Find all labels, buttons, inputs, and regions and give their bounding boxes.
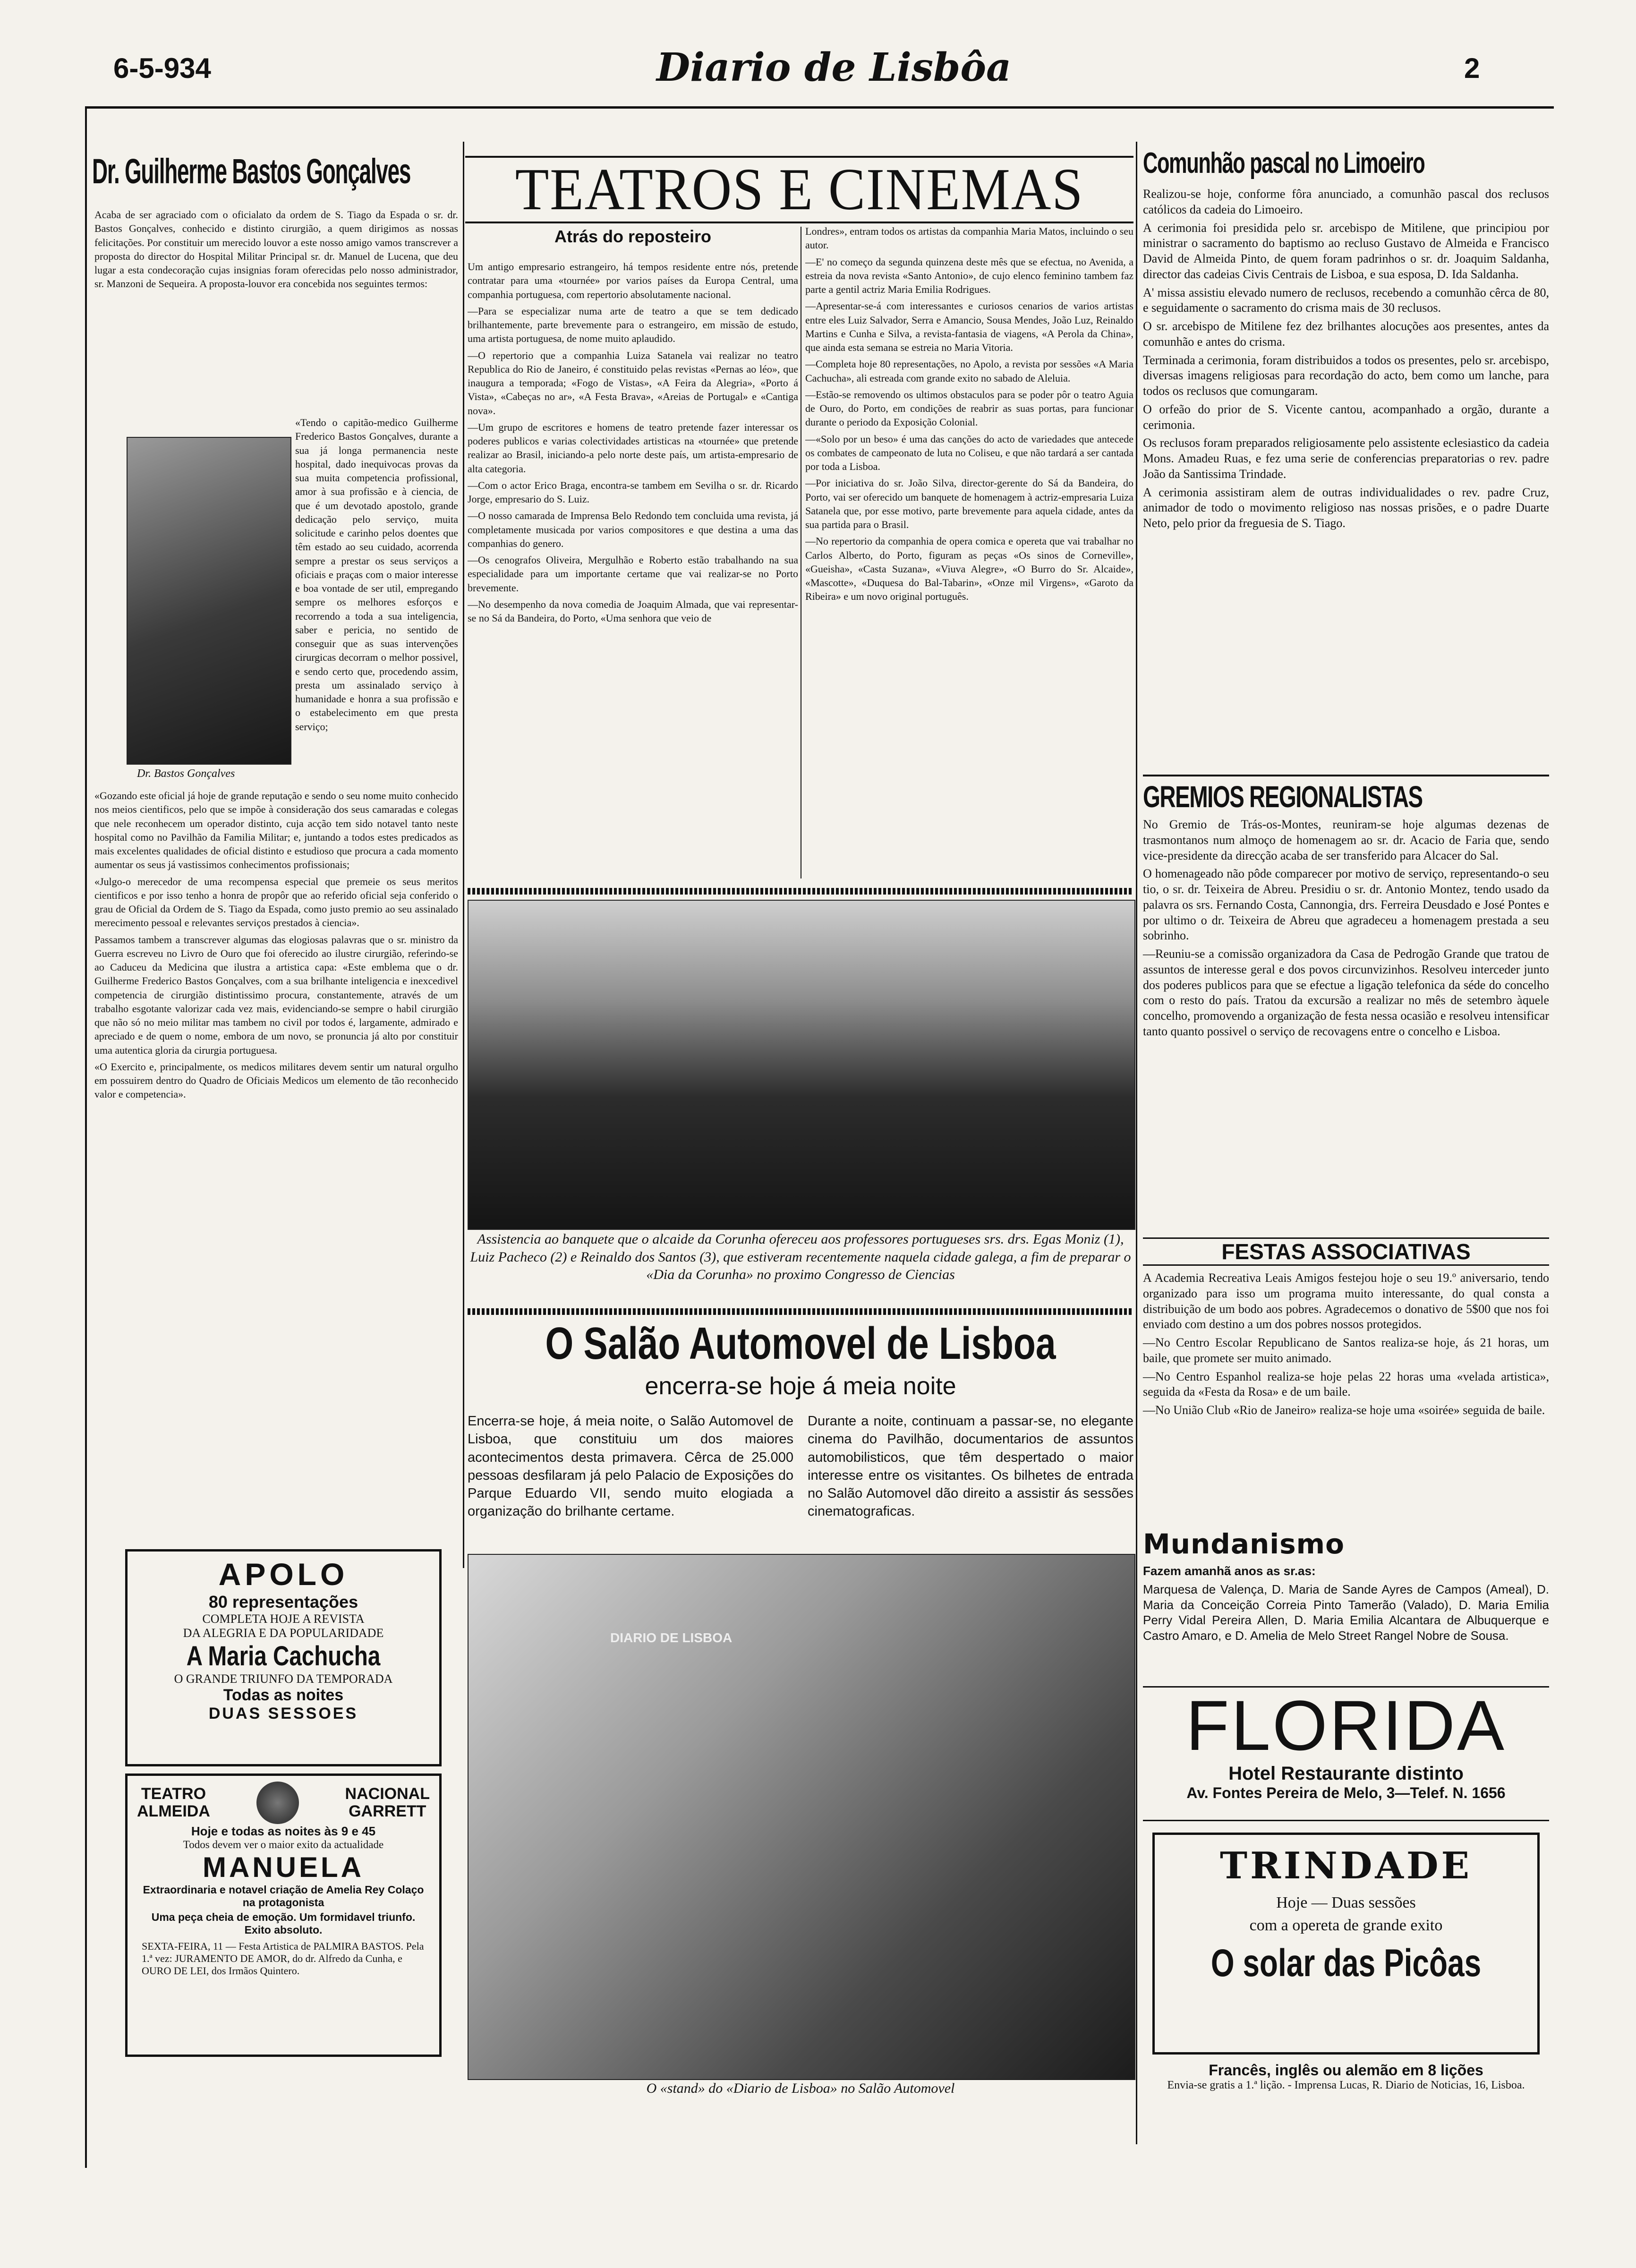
- comunhao-para-4: O sr. arcebispo de Mitilene fez dez brilhantes alocuções aos presentes, antes da comunhão e antes do crisma.: [1143, 319, 1549, 349]
- stand-caption: O «stand» do «Diario de Lisboa» no Salão Automovel: [646, 2080, 955, 2096]
- teatros-item-2: —Para se especializar numa arte de teatro a que se tem dedicado brilhantemente, parte brevemente para o estrangeiro, em missão de estudo, uma artista portuguesa, de nome muito aplaudido.: [468, 305, 798, 345]
- col-rule-2: [1136, 142, 1137, 2144]
- mundanismo-body: [1143, 1563, 1549, 1646]
- lucas-ad: [1143, 2062, 1549, 2092]
- salao-subhead: encerra-se hoje á meia noite: [645, 1373, 956, 1400]
- teatros-item-8: —No desempenho da nova comedia de Joaquim Almada, que vai representar-se no Sá da Bandeira, do Porto, «Uma senhora que veio de: [468, 598, 798, 624]
- florida-ad: [1143, 1686, 1549, 1821]
- salao-para2: Durante a noite, continuam a passar-se, no elegante cinema do Pavilhão, documentarios de assuntos automobilisticos, que têm despertado o maior interesse entre os visitantes. Os bilhetes de entrada no Salão Automovel dão direito a assistir ás sessões cinematograficas.: [808, 1414, 1133, 1519]
- festas-para-4: —No União Club «Rio de Janeiro» realiza-se hoje uma «soirée» seguida de baile.: [1143, 1403, 1545, 1417]
- trindade-line2: com a opereta de grande exito: [1249, 1917, 1443, 1934]
- teatros-item-1: Um antigo empresario estrangeiro, há tempos residente entre nós, pretende contratar para uma «tournée» por varios países da Europa Central, uma companhia portuguesa, com repertorio absolutamente nacional.: [468, 261, 798, 300]
- gremios-para-1: No Gremio de Trás-os-Montes, reuniram-se hoje algumas dezenas de trasmontanos num almoço de homenagem ao sr. dr. Acacio de Faria que, sendo vice-presidente da direcção acaba de ser transferido para Alcacer do Sal.: [1143, 818, 1549, 862]
- page-number: 2: [1464, 52, 1480, 84]
- almeida-line1: Hoje e todas as noites às 9 e 45: [191, 1824, 376, 1838]
- teatros-item-4: —Um grupo de escritores e homens de teatro pretende fazer interessar os poderes publicos e varias colectividades artisticas na «tournée» que pretende realizar ao Brasil, iniciando-a pelo norte deste país, um artista-empresario de alta categoria.: [468, 421, 798, 475]
- almeida-word-garrett: GARRETT: [349, 1802, 426, 1820]
- teatros-item-15: —Por iniciativa do sr. João Silva, director-gerente do Sá da Bandeira, do Porto, vai ser oferecido um banquete de homenagem à actriz-empresaria Luiza Satanela que, por esse motivo, parte brevemente para aquela cidade, antes da sua partida para o Brasil.: [805, 477, 1133, 530]
- teatros-item-7: —Os cenografos Oliveira, Mergulhão e Roberto estão trabalhando na sua especialidade para um importante certame que vai realizar-se no Porto brevemente.: [468, 554, 798, 594]
- guilherme-quote1: «Tendo o capitão-medico Guilherme Frederico Bastos Gonçalves, durante a sua já longa permanencia neste hospital, dado inequivocas provas da sua muita competencia profissional, amor à sua profissão e à ciencia, de que é um devotado apostolo, grande dedicação pelo serviço, muita solicitude e carinho pelos doentes que têm estado ao seu cuidado, acorrenda sempre a prestar os seus serviços a oficiais e praças com o maior interesse e boa vontade de ser util, empregando sempre os melhores esforços e recorrendo a toda a sua inteligencia, saber e pericia, no sentido de conseguir que as suas intervenções cirurgicas decorram o melhor possivel, e sendo certo que, procedendo assim, presta um assinalado serviço à humanidade e honra a sua profissão e o estabelecimento em que presta serviço;: [295, 417, 458, 733]
- apolo-reps: 80 representações: [208, 1592, 358, 1611]
- comunhao-title: Comunhão pascal no Limoeiro: [1143, 147, 1425, 179]
- apolo-ad: [125, 1549, 442, 1766]
- guilherme-body: [94, 789, 458, 1104]
- almeida-line4: Uma peça cheia de emoção. Um formidavel triunfo. Exito absoluto.: [151, 1911, 416, 1936]
- guilherme-para3: «O Exercito e, principalmente, os medicos militares devem sentir um natural orgulho em possuirem dentro do Quadro de Oficiais Medicos um elemento de tão reconhecido valor e competencia».: [94, 1060, 458, 1100]
- coat-of-arms-icon: [256, 1782, 299, 1824]
- florida-title: FLORIDA: [1185, 1686, 1507, 1765]
- comunhao-para-7: Os reclusos foram preparados religiosamente pelo assistente eclesiastico da cadeia Mons. Amadeu Ruas, e fez uma serie de conferencias preparatorias o rev. padre João da Santissima Trindade.: [1143, 436, 1549, 481]
- left-rule: [85, 109, 87, 2168]
- almeida-line3: Extraordinaria e notavel criação de Amelia Rey Colaço na protagonista: [143, 1884, 424, 1909]
- comunhao-para-5: Terminada a cerimonia, foram distribuidos a todos os presentes, pelo sr. arcebispo, diversas imagens religiosas para recordação do acto, bem como um lanche, para todos os reclusos que comungaram.: [1143, 353, 1549, 398]
- teatros-item-12: —Completa hoje 80 representações, no Apolo, a revista por sessões «A Maria Cachucha», ali estreada com grande exito no sabado de Aleluia.: [805, 358, 1133, 384]
- dotted-rule-1: [468, 888, 1133, 895]
- guilherme-quote3: «Julgo-o merecedor de uma recompensa especial que premeie os seus meritos cientificos e por isso tenho a honra de propôr que ao referido oficial seja conferido o grau de Oficial da Ordem de S. Tiago da Espada, como justo premio ao seu assinalado merecimento pessoal e relevantes serviços prestados à ciencia».: [94, 875, 458, 929]
- salao-headline: [468, 1318, 1133, 1370]
- masthead: Diario de Lisbôa: [656, 45, 1012, 90]
- festas-title: FESTAS ASSOCIATIVAS: [1221, 1239, 1471, 1264]
- almeida-line2: Todos devem ver o maior exito da actualidade: [183, 1839, 384, 1850]
- banquet-photo: [468, 900, 1135, 1230]
- almeida-word-almeida: ALMEIDA: [137, 1802, 210, 1820]
- header-rule: [85, 106, 1554, 109]
- teatros-item-10: —E' no começo da segunda quinzena deste mês que se efectua, no Avenida, a estreia da nova revista «Santo Antonio», de cujo elenco feminino tambem faz parte a gentil actriz Maria Emilia Rodrigues.: [805, 256, 1133, 295]
- dotted-rule-2: [468, 1308, 1133, 1315]
- trindade-show: O solar das Picôas: [1210, 1942, 1482, 1985]
- comunhao-para-3: A' missa assistiu elevado numero de reclusos, recebendo a comunhão cêrca de 80, e seguidamente o sacramento do crisma mais de 30 reclusos.: [1143, 285, 1549, 315]
- teatros-item-3: —O repertorio que a companhia Luiza Satanela vai realizar no teatro Republica do Rio de Janeiro, é constituido pelas revistas «Pernas ao léo», que inaugura a temporada; «Fogo de Vistas», «A Feira da Alegria», «Porto á Vista», «Cabeças no ar», «A Festa Brava», «Areias de Portugal» e «Cantiga nova».: [468, 349, 798, 417]
- guilherme-title: Dr. Guilherme Bastos Gonçalves: [92, 152, 411, 191]
- gremios-title: GREMIOS REGIONALISTAS: [1143, 780, 1423, 814]
- teatros-col2: [805, 224, 1133, 878]
- teatros-banner: [465, 156, 1133, 223]
- guilherme-quote1-wrap: [295, 416, 458, 784]
- col-rule-1: [463, 142, 464, 1568]
- comunhao-para-1: Realizou-se hoje, conforme fôra anunciado, a comunhão pascal dos reclusos católicos da cadeia do Limoeiro.: [1143, 187, 1549, 216]
- salao-para1: Encerra-se hoje, á meia noite, o Salão Automovel de Lisboa, que constituiu um dos maiores acontecimentos desta primavera. Cêrca de 25.000 pessoas desfilaram já pelo Palacio de Exposições do Parque Eduardo VII, sendo muito elogiada a organização do brilhante certame.: [468, 1414, 793, 1519]
- teatros-item-9: Londres», entram todos os artistas da companhia Maria Matos, incluindo o seu autor.: [805, 225, 1133, 251]
- apolo-line1: COMPLETA HOJE A REVISTA: [202, 1612, 365, 1626]
- bastos-photo: [127, 437, 291, 765]
- teatros-col1: [468, 260, 798, 878]
- stand-photo: [468, 1554, 1135, 2080]
- mundanismo-text: Marquesa de Valença, D. Maria de Sande Ayres de Campos (Ameal), D. Maria da Conceição Correia Pinto Tamerão (Valado), D. Maria Emilia Perry Vidal Pereira Allen, D. Maria Emilia Alcantara de Albuquerque e Castro Amaro, e D. Amelia de Melo Street Rangel Nobre de Sousa.: [1143, 1582, 1549, 1643]
- header-date: 6-5-934: [113, 52, 211, 84]
- guilherme-headline: [92, 151, 460, 191]
- teatros-item-14: —«Solo por un beso» é uma das canções do acto de variedades que antecede os combates de campeonato de luta no Coliseu, e que não tardará a ser cantada por toda a Lisboa.: [805, 433, 1133, 472]
- guilherme-para2: Passamos tambem a transcrever algumas das elogiosas palavras que o sr. ministro da Guerra escreveu no Livro de Ouro que foi oferecido ao ilustre cirurgião, referindo-se ao Caduceu da Medicina que ilustra a artistica capa: «Este emblema que o dr. Guilherme Frederico Bastos Gonçalves, com a sua brilhante inteligencia e inexcedivel competencia de cirurgião distintissimo procura, constantemente, através de um trabalho esgotante valorizar cada vez mais, evidenciando-se sempre o habil cirurgião que não só no meio militar mas tambem no civil por todos é, largamente, admirado e apreciado e de quem o nome, embora de um novo, se pronuncia já alto por constituir uma autentica gloria da cirurgia portuguesa.: [94, 933, 458, 1056]
- gremios-headline: [1143, 775, 1549, 814]
- lucas-text: Envia-se gratis a 1.ª lição. - Imprensa Lucas, R. Diario de Noticias, 16, Lisboa.: [1167, 2079, 1525, 2091]
- festas-para-2: —No Centro Escolar Republicano de Santos realiza-se hoje, ás 21 horas, um baile, que promete ser muito animado.: [1143, 1336, 1549, 1365]
- apolo-title: APOLO: [218, 1557, 349, 1592]
- teatros-banner-text: TEATROS E CINEMAS: [515, 157, 1084, 222]
- teatro-nacional-ad: [125, 1773, 442, 2057]
- almeida-show: MANUELA: [203, 1851, 364, 1883]
- teatros-item-5: —Com o actor Erico Braga, encontra-se tambem em Sevilha o sr. dr. Ricardo Jorge, empresario do S. Luiz.: [468, 479, 798, 505]
- apolo-line4: Todas as noites: [223, 1686, 344, 1704]
- mundanismo-title: Mundanismo: [1143, 1528, 1345, 1560]
- apolo-line5: DUAS SESSOES: [208, 1705, 358, 1722]
- comunhao-para-8: A cerimonia assistiram alem de outras individualidades o rev. padre Cruz, animador de todo o movimento religioso nas nossas prisões, e o padre Duarte Neto, pelo prior da freguesia de S. Tiago.: [1143, 485, 1549, 530]
- teatros-item-11: —Apresentar-se-á com interessantes e curiosos cenarios de varios artistas entre eles Luiz Salvador, Serra e Amancio, Sousa Mendes, João Luz, Reinaldo Martins e Cunha e Silva, a revista-fantasia de viagens, «A Perola da China», que ainda esta semana se estreia no Maria Vitoria.: [805, 300, 1133, 353]
- florida-address: Av. Fontes Pereira de Melo, 3—Telef. N. 1656: [1186, 1784, 1506, 1801]
- florida-subtitle: Hotel Restaurante distinto: [1228, 1763, 1464, 1784]
- almeida-word-nacional: NACIONAL: [345, 1784, 430, 1803]
- almeida-word-teatro: TEATRO: [141, 1784, 206, 1803]
- apolo-line2: DA ALEGRIA E DA POPULARIDADE: [183, 1626, 384, 1640]
- comunhao-para-6: O orfeão do prior de S. Vicente cantou, acompanhado a orgão, durante a cerimonia.: [1143, 402, 1549, 432]
- bastos-photo-caption: Dr. Bastos Gonçalves: [137, 767, 235, 780]
- comunhao-body: [1143, 187, 1549, 534]
- gremios-para-2: O homenageado não pôde comparecer por motivo de serviço, representando-o seu tio, o sr. dr. Teixeira de Abreu. Presidiu o sr. dr. Antonio Montez, tendo usado da palavra os srs. Fernando Costa, Cannongia, drs. Ferreira Deusdado e José Pontes e por ultimo o dr. Teixeira de Abreu que agradeceu a homenagem prestada a seu sobrinho.: [1143, 867, 1549, 943]
- trindade-line1: Hoje — Duas sessões: [1276, 1894, 1416, 1911]
- festas-body: [1143, 1270, 1549, 1421]
- teatros-item-16: —No repertorio da companhia de opera comica e opereta que vai trabalhar no Carlos Alberto, do Porto, figuram as peças «Os sinos de Corneville», «Gueisha», «Casta Suzana», «Viuva Alegre», «O Burro do Sr. Alcaide», «Mascotte», «Duquesa do Bal-Tabarin», «Onze mil Virgens», «Garoto da Ribeira» e um novo original português.: [805, 535, 1133, 603]
- teatros-item-13: —Estão-se removendo os ultimos obstaculos para se poder pôr o teatro Aguia de Ouro, do Porto, em condições de reabrir as suas portas, para funcionar durante o periodo da Exposição Colonial.: [805, 388, 1133, 428]
- festas-headline: [1143, 1237, 1549, 1266]
- guilherme-intro: [94, 208, 458, 294]
- salao-headline-text: O Salão Automovel de Lisboa: [545, 1318, 1056, 1369]
- teatros-item-6: —O nosso camarada de Imprensa Belo Redondo tem concluida uma revista, já completamente musicada por varios compositores e que destina a uma das companhias do genero.: [468, 510, 798, 549]
- gremios-para-3: —Reuniu-se a comissão organizadora da Casa de Pedrogão Grande que tratou de assuntos de interesse geral e dos povos circunvizinhos. Resolveu interceder junto dos poderes publicos para que se efectue a ligação telefonica da séde do concelho com o resto do país. Tratou da excursão a realizar no mês de setembro àquele concelho, promovendo a organização de festa nessa ocasião e resolveu intensificar tanto quanto possivel o serviço de recovagens entre o concelho e Lisboa.: [1143, 947, 1549, 1038]
- salao-col1: [468, 1412, 793, 1524]
- festas-para-1: A Academia Recreativa Leais Amigos festejou hoje o seu 19.º aniversario, tendo organizado para isso um programa muito interessante, do qual consta a distribuição de um bodo aos pobres. Agradecemos o donativo de 5$00 que nos foi enviado com destino a um dos pobres nossos protegidos.: [1143, 1271, 1549, 1331]
- comunhao-para-2: A cerimonia foi presidida pelo sr. arcebispo de Mitilene, que principiou por ministrar o sacramento do baptismo ao recluso Gustavo de Almeida e Francisco David de Almeida Pinto, de quem foram padrinhos o sr. dr. Joaquim Saldanha, director das cadeias Civis Centrais de Lisboa, e sua esposa, D. Ida Saldanha.: [1143, 221, 1549, 281]
- lucas-head: Francês, inglês ou alemão em 8 lições: [1209, 2062, 1483, 2079]
- gremios-body: [1143, 817, 1549, 1042]
- teatros-subhead: Atrás do reposteiro: [554, 227, 712, 246]
- mundanismo-intro: Fazem amanhã anos as sr.as:: [1143, 1564, 1316, 1578]
- stand-sign: DIARIO DE LISBOA: [610, 1630, 733, 1645]
- guilherme-intro-text: Acaba de ser agraciado com o oficialato da ordem de S. Tiago da Espada o sr. dr. Bastos Gonçalves, conhecido e distinto cirurgião, a quem dirigimos as nossas felicitações. Por constituir um merecido louvor a este nosso amigo vamos transcrever a proposta do director do Hospital Militar Principal sr. dr. Manuel de Lucena, que deu lugar a esta condecoração cujas insignias foram oferecidas pelo nosso administrador, sr. Manzoni de Sequeira. A proposta-louvor era concebida nos seguintes termos:: [94, 209, 458, 290]
- apolo-show: A Maria Cachucha: [186, 1641, 381, 1671]
- salao-col2: [808, 1412, 1133, 1524]
- apolo-line3: O GRANDE TRIUNFO DA TEMPORADA: [174, 1672, 393, 1686]
- almeida-line5: SEXTA-FEIRA, 11 — Festa Artistica de PALMIRA BASTOS. Pela 1.ª vez: JURAMENTO DE AMOR, do dr. Alfredo da Cunha, e OURO DE LEI, dos Irmãos Quintero.: [142, 1940, 424, 1977]
- comunhao-headline: [1143, 146, 1521, 180]
- trindade-title: TRINDADE: [1220, 1844, 1472, 1887]
- festas-para-3: —No Centro Espanhol realiza-se hoje pelas 22 horas uma «velada artistica», seguida da «Festa da Rosa» e de um baile.: [1143, 1369, 1549, 1399]
- guilherme-quote2: «Gozando este oficial já hoje de grande reputação e sendo o seu nome muito conhecido nos meios cientificos, pelo que se impõe à consideração dos seus camaradas e colegas que nele reconhecem um operador distinto, cuja acção tem sido notavel tanto neste hospital como no Pavilhão da Familia Militar; e, juntando a todos estes predicados as mais excelentes qualidades de oficial distinto e estudioso que procura a cada momento aumentar os seus já vastissimos conhecimentos profissionais;: [94, 790, 458, 871]
- banquet-caption: Assistencia ao banquete que o alcaide da Corunha ofereceu aos professores portugueses srs. drs. Egas Moniz (1), Luiz Pacheco (2) e Reinaldo dos Santos (3), que estiveram recentemente naquela cidade galega, a fim de preparar o «Dia da Corunha» no proximo Congresso de Ciencias: [470, 1231, 1131, 1282]
- mundanismo-headline: [1143, 1528, 1549, 1560]
- trindade-ad: [1152, 1833, 1540, 2055]
